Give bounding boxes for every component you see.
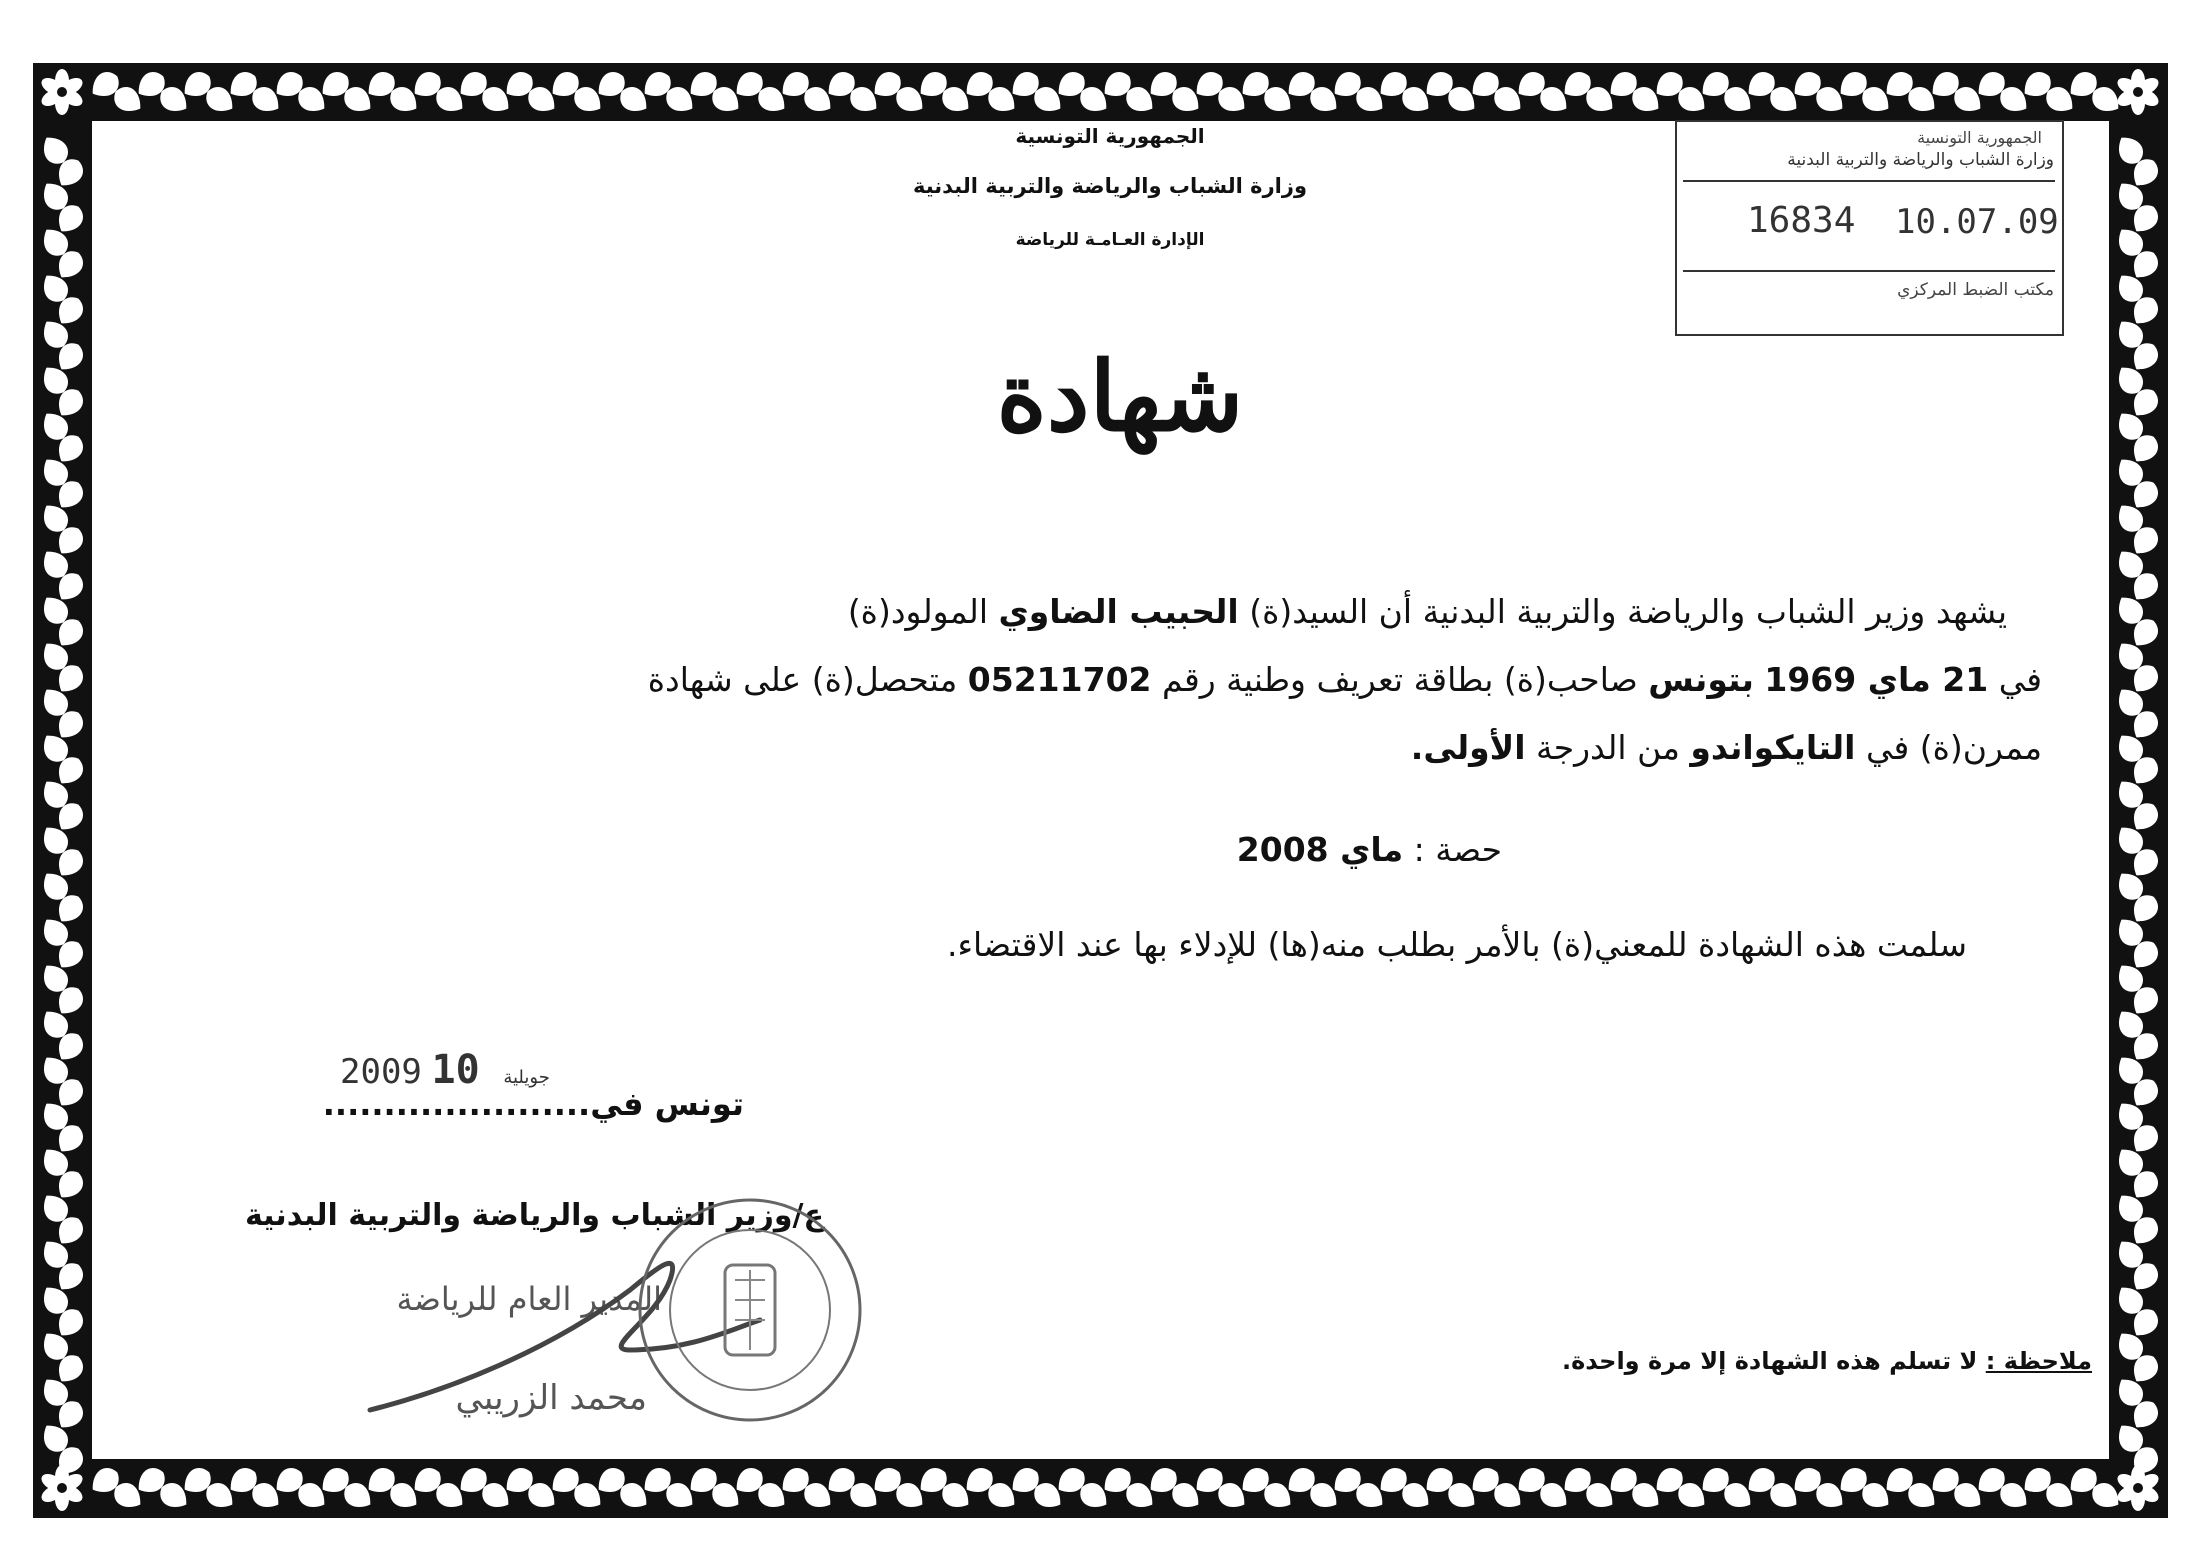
header-ministry: وزارة الشباب والرياضة والتربية البدنية <box>912 174 1308 198</box>
seal-emblem-detail <box>735 1270 765 1350</box>
stamp-rule <box>1683 180 2055 182</box>
header-republic: الجمهورية التونسية <box>1015 124 1205 148</box>
birth-place: بتونس <box>1648 660 1754 699</box>
body-line-2 <box>648 660 2042 699</box>
place-dots: ...................... <box>322 1085 591 1123</box>
flower-center <box>57 87 67 97</box>
flower-center <box>2133 87 2143 97</box>
session-line <box>1237 830 1502 869</box>
date-stamp-year: 2009 <box>340 1052 422 1092</box>
signatory-title: ع/وزير الشباب والرياضة والتربية البدنية <box>244 1198 824 1233</box>
body-line-1-text: يشهد وزير الشباب والرياضة والتربية البدنية أن السيد(ة) <box>1238 592 2007 631</box>
stamp-rule-2 <box>1683 270 2055 272</box>
session-value: ماي 2008 <box>1236 830 1404 869</box>
signature-stroke <box>370 1263 760 1410</box>
body-line-1-end: المولود(ة) <box>847 592 999 631</box>
body-line-2-mid: صاحب(ة) بطاقة تعريف وطنية رقم <box>1151 660 1649 699</box>
body-line-3-start: ممرن(ة) في <box>1855 728 2042 767</box>
body-line-2-end: متحصل(ة) على شهادة <box>647 660 968 699</box>
body-line-2-space <box>1754 660 1765 699</box>
national-id-number: 05211702 <box>967 660 1152 699</box>
body-line-1 <box>848 592 2007 631</box>
signatory-name: محمد الزريبي <box>455 1378 647 1418</box>
birth-date: 21 ماي 1969 <box>1764 660 1989 699</box>
body-line-3-mid: من الدرجة <box>1525 728 1691 767</box>
stamp-number: 16834 <box>1747 200 1856 241</box>
degree-level: الأولى <box>1423 728 1526 767</box>
registration-stamp <box>1675 120 2064 336</box>
signatory-role: المدير العام للرياضة <box>396 1280 662 1318</box>
body-line-3 <box>1411 728 2042 767</box>
flower-center <box>2133 1483 2143 1493</box>
body-line-3-end: . <box>1410 728 1424 767</box>
note-label: ملاحظة : <box>1985 1347 2092 1375</box>
note-line <box>1562 1347 2092 1375</box>
place-label: تونس في <box>590 1085 744 1123</box>
stamp-line1: الجمهورية التونسية <box>1917 128 2042 147</box>
place-date-line <box>323 1085 744 1123</box>
sport-name: التايكواندو <box>1690 728 1856 767</box>
body-line-2-start: في <box>1988 660 2042 699</box>
certificate-title: شهادة <box>996 340 1244 453</box>
stamp-line3: مكتب الضبط المركزي <box>1897 280 2054 300</box>
flower-center <box>57 1483 67 1493</box>
delivery-statement: سلمت هذه الشهادة للمعني(ة) بالأمر بطلب منه(ها) للإدلاء بها عند الاقتضاء. <box>946 925 1967 964</box>
date-stamp-day: 10 <box>431 1047 480 1093</box>
stamp-line2: وزارة الشباب والرياضة والتربية البدنية <box>1787 150 2054 170</box>
session-label: حصة : <box>1403 830 1502 869</box>
note-text: لا تسلم هذه الشهادة إلا مرة واحدة. <box>1562 1347 1986 1375</box>
holder-name: الحبيب الضاوي <box>998 592 1239 631</box>
signature-and-seal <box>300 1170 900 1430</box>
date-stamp-month: جويلية <box>503 1067 550 1088</box>
stamp-date: 10.07.09 <box>1895 202 2059 242</box>
header-directorate: الإدارة العـامـة للرياضة <box>1015 230 1205 250</box>
